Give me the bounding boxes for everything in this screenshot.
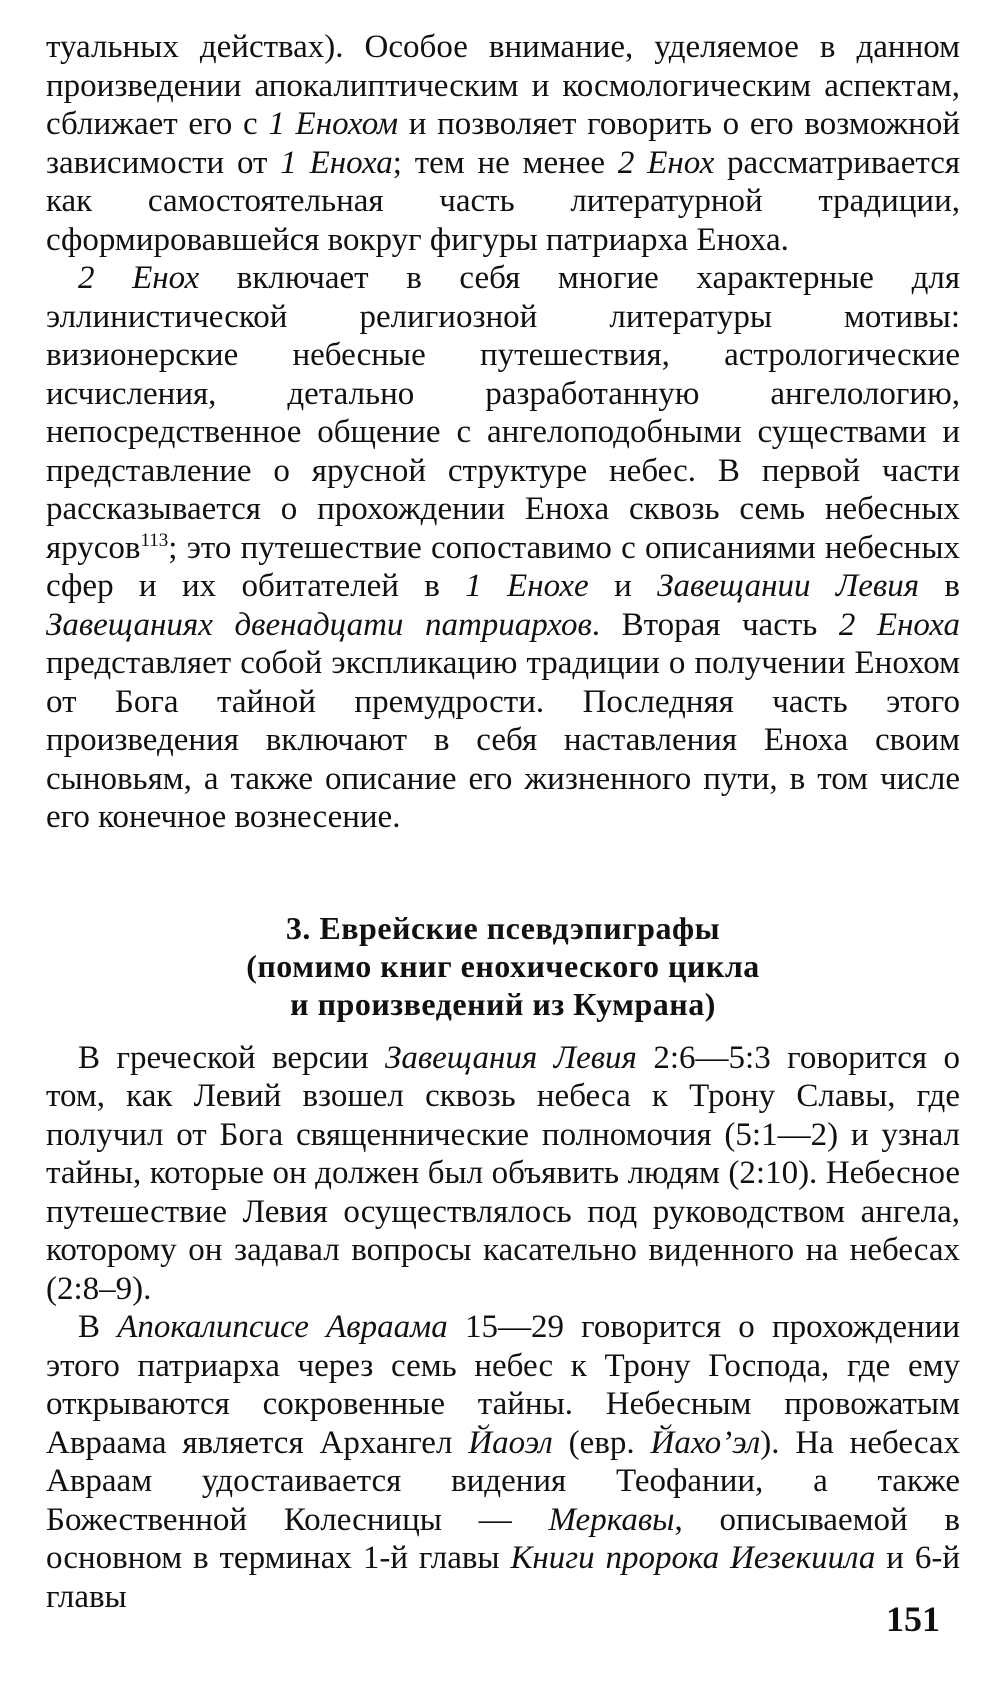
- footnote-marker: 113: [140, 529, 169, 551]
- italic-title: Завещаниях двенадцати патриархов: [46, 606, 592, 643]
- text-run: (евр.: [552, 1424, 651, 1461]
- text-run: ). На небесах Авраам удостаивается видения Теофании, а также Божественной Колесницы —: [46, 1424, 961, 1538]
- text-run: ; это путешествие сопоставимо с описаниями небесных сфер и их обитателей в: [46, 529, 960, 604]
- text-run: рассматривается как самостоятельная часть литературной традиции, сформировавшейся вокруг фигуры патриарха Еноха.: [46, 144, 961, 258]
- text-run: В: [78, 1309, 118, 1345]
- text-run: 2:6—5:3 говорится о том, как Левий взошел сквозь небеса к Трону Славы, где получил от Бога священнические полномочия (5:1—2) и узнал тайны, которые он должен был объявить людям (2:10). Небесное путешествие Левия осуществлялось под руководством ангела, которому он задавал вопросы касательно виденного на небесах (2:8–9).: [46, 1039, 960, 1307]
- italic-title: Апокалипсисе Авраама: [117, 1309, 448, 1345]
- text-run: В греческой версии: [78, 1039, 385, 1076]
- paragraph-1: [46, 28, 960, 259]
- italic-title: Меркавы: [548, 1501, 675, 1538]
- italic-title: Завещании Левия: [657, 568, 920, 604]
- paragraph-2: [46, 259, 960, 837]
- text-run: туальных действах). Особое внимание, уделяемое в данном произведении апокалиптическим и космологическим аспектам, сближает его с: [46, 29, 960, 142]
- text-run: и 6-й главы: [46, 1540, 960, 1615]
- italic-title: 1 Енохом: [268, 106, 399, 142]
- italic-title: 1 Енохе: [465, 568, 589, 604]
- page-number: 151: [886, 1599, 940, 1639]
- text-run: представляет собой экспликацию традиции о получении Енохом от Бога тайной премудрости. Последняя часть этого произведения включают в себя наставления Еноха своим сыновьям, а также описание его жизненного пути, в том числе его конечное вознесение.: [46, 645, 960, 835]
- text-run: и позволяет говорить о его возможной зависимости от: [46, 106, 960, 181]
- text-run: , описываемой в основном в терминах 1-й главы: [46, 1501, 960, 1576]
- text-run: в: [919, 568, 960, 604]
- heading-line: (помимо книг енохического цикла: [246, 947, 760, 984]
- italic-title: 2 Енох: [617, 144, 715, 181]
- paragraph-3: [46, 1039, 960, 1309]
- italic-title: Завещания Левия: [385, 1039, 637, 1076]
- italic-title: Йахо’эл: [650, 1424, 761, 1461]
- text-run: 15—29 говорится о прохождении этого патриарха через семь небес к Трону Господа, где ему открываются сокровенные тайны. Небесным провожатым Авраама является Архангел: [46, 1309, 960, 1461]
- paragraph-4: [46, 1308, 960, 1616]
- section-heading: [46, 909, 960, 1023]
- italic-title: 2 Енох: [78, 260, 200, 296]
- heading-line: 3. Еврейские псевдэпиграфы: [285, 909, 721, 946]
- text-run: ; тем не менее: [392, 144, 618, 181]
- text-run: . Вторая часть: [591, 606, 839, 643]
- text-run: и: [588, 568, 658, 604]
- heading-line: и произведений из Кумрана): [290, 985, 716, 1022]
- italic-title: 1 Еноха: [280, 144, 393, 181]
- text-run: включает в себя многие характерные для эллинистической религиозной литературы мотивы: визионерские небесные путешествия, астрологические исчисления, детально разработанную ангелологию, непосредственное общение с ангелоподобными существами и представление о ярусной структуре небес. В первой части рассказывается о прохождении Еноха сквозь семь небесных ярусов: [46, 260, 961, 566]
- italic-title: Книги пророка Иезекиила: [510, 1540, 876, 1576]
- italic-title: Йаоэл: [468, 1424, 553, 1461]
- italic-title: 2 Еноха: [838, 606, 960, 643]
